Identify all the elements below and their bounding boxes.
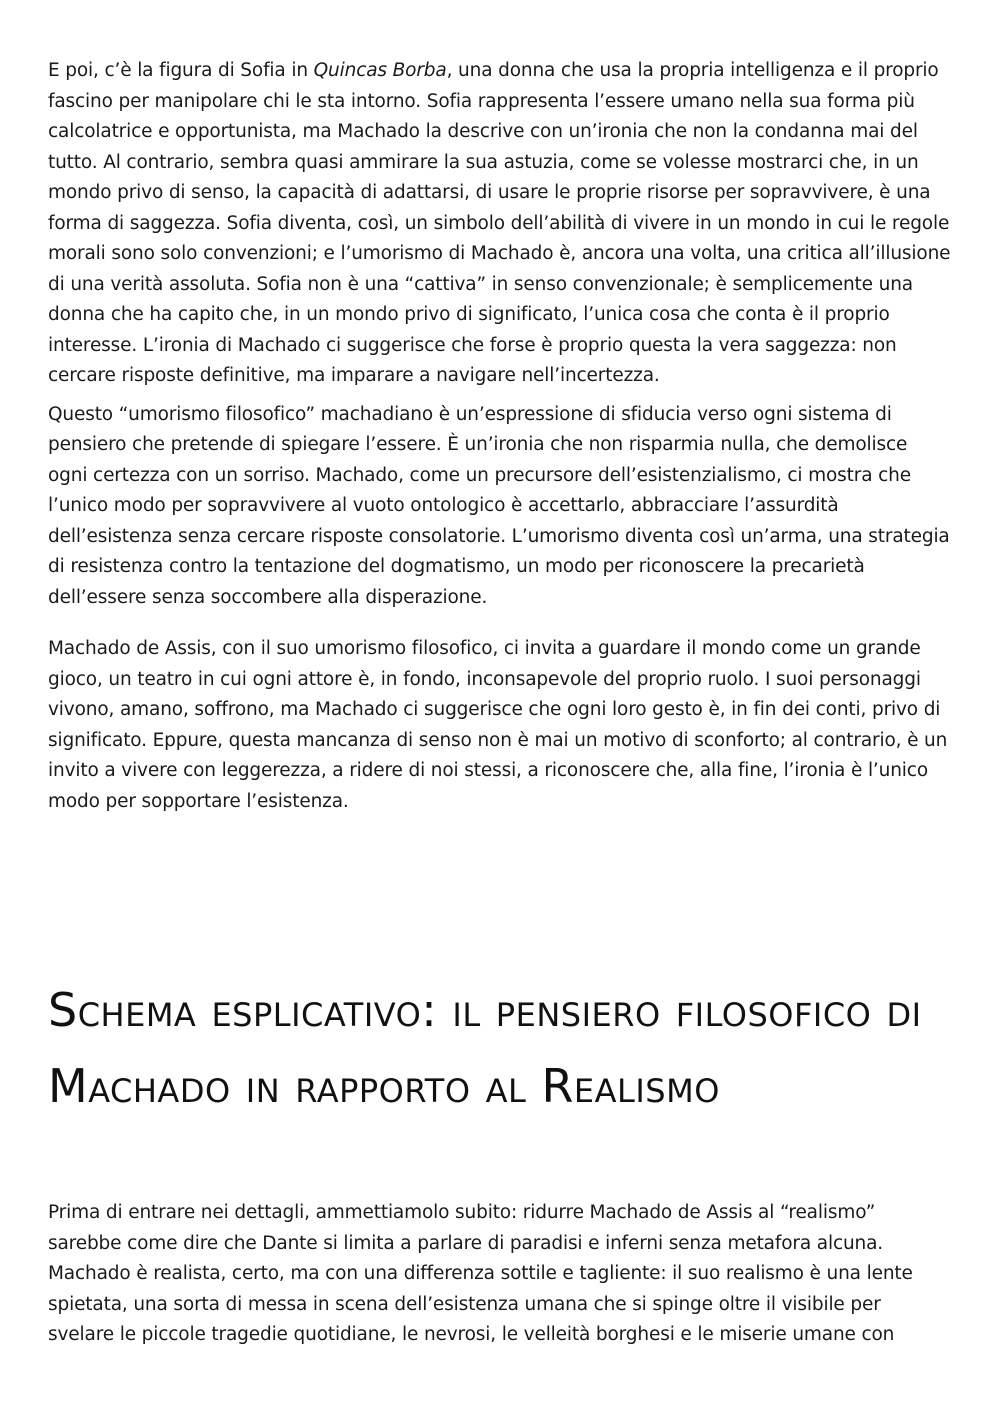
paragraph-sofia-start: E poi, c’è la figura di Sofia in xyxy=(48,60,314,81)
book-title-quincas-borba: Quincas Borba xyxy=(313,60,447,81)
paragraph-umorismo-filosofico: Questo “umorismo filosofico” machadiano è un’espressione di sfiducia verso ogni sistema di pensiero che pretende di spiegare l’essere. È un’ironia che non risparmia nulla, che demolisce ogni certezza con un sorriso. Machado, come un precursore dell’esistenzialismo, ci mostra che l’unico modo per sopravvivere al vuoto ontologico è accettarlo, abbracciare l’assurdità dell’esistenza senza cercare risposte consolatorie. L’umorismo diventa così un’arma, una strategia di resistenza contro la tentazione del dogmatismo, un modo per riconoscere la precarietà dell’essere senza soccombere alla disperazione. xyxy=(48,403,950,608)
paragraph-machado-conclusion: Machado de Assis, con il suo umorismo filosofico, ci invita a guardare il mondo come un grande gioco, un teatro in cui ogni attore è, in fondo, inconsapevole del proprio ruolo. I suoi personaggi vivono, amano, soffrono, ma Machado ci suggerisce che ogni loro gesto è, in fin dei conti, privo di significato. Eppure, questa mancanza di senso non è mai un motivo di sconforto; al contrario, è un invito a vivere con leggerezza, a ridere di noi stessi, a riconoscere che, alla fine, l’ironia è l’unico modo per sopportare l’esistenza. xyxy=(48,638,948,812)
section-heading: Schema esplicativo: il pensiero filosofico di Machado in rapporto al Realismo xyxy=(48,983,922,1113)
document-body xyxy=(48,56,952,817)
section-body xyxy=(48,1198,952,1351)
paragraph-section-intro: Prima di entrare nei dettagli, ammettiamolo subito: ridurre Machado de Assis al “realismo” sarebbe come dire che Dante si limita a parlare di paradisi e inferni senza metafora alcuna. Machado è realista, certo, ma con una differenza sottile e tagliente: il suo realismo è una lente spietata, una sorta di messa in scena dell’esistenza umana che si spinge oltre il visibile per svelare le piccole tragedie quotidiane, le nevrosi, le velleità borghesi e le miserie umane con xyxy=(48,1202,913,1345)
paragraph-sofia xyxy=(48,56,952,392)
paragraph-sofia-rest: , una donna che usa la propria intelligenza e il proprio fascino per manipolare chi le sta intorno. Sofia rappresenta l’essere umano nella sua forma più calcolatrice e opportunista, ma Machado la descrive con un’ironia che non la condanna mai del tutto. Al contrario, sembra quasi ammirare la sua astuzia, come se volesse mostrarci che, in un mondo privo di senso, la capacità di adattarsi, di usare le proprie risorse per sopravvivere, è una forma di saggezza. Sofia diventa, così, un simbolo dell’abilità di vivere in un mondo in cui le regole morali sono solo convenzioni; e l’umorismo di Machado è, ancora una volta, una critica all’illusione di una verità assoluta. Sofia non è una “cattiva” in senso convenzionale; è semplicemente una donna che ha capito che, in un mondo privo di significato, l’unica cosa che conta è il proprio interesse. L’ironia di Machado ci suggerisce che forse è proprio questa la vera saggezza: non cercare risposte definitive, ma imparare a navigare nell’incertezza. xyxy=(48,60,951,386)
